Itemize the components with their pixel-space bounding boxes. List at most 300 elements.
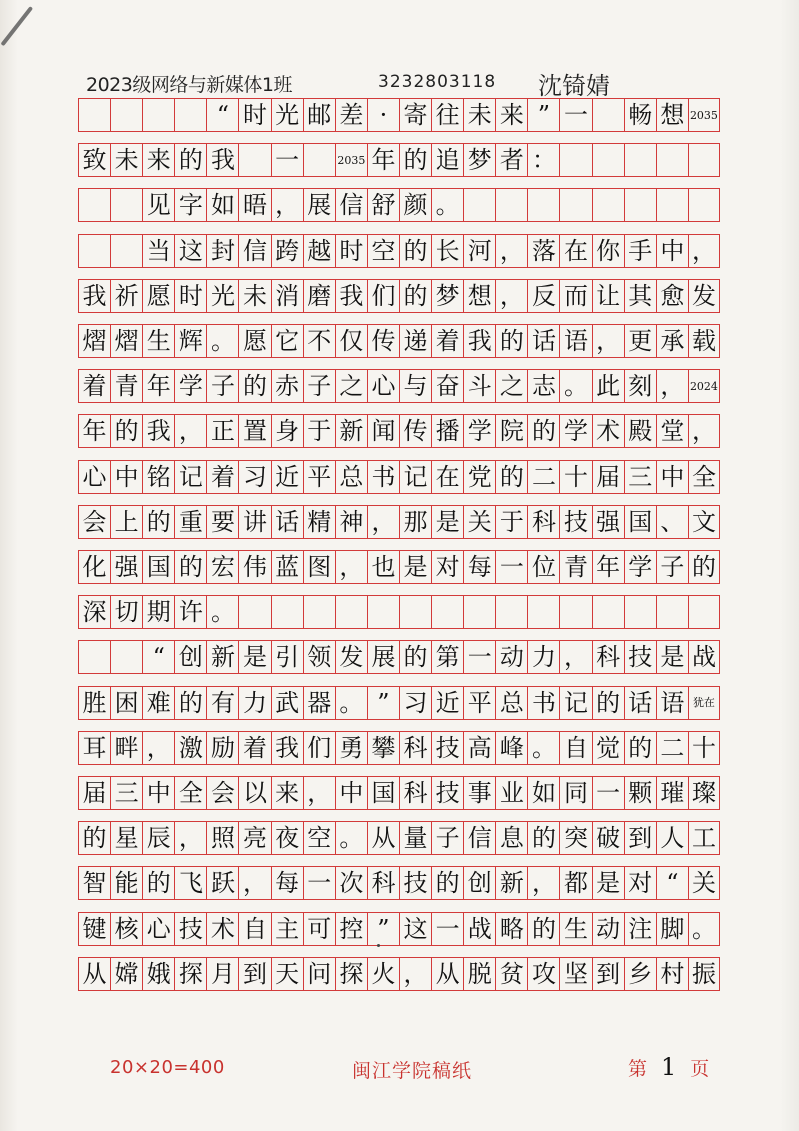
grid-cell: 上	[110, 506, 142, 538]
grid-cell: 是	[399, 551, 431, 583]
grid-cell: 国	[624, 506, 656, 538]
grid-cell: 二	[656, 732, 688, 764]
grid-cell: 峰	[495, 732, 527, 764]
grid-cell	[495, 189, 527, 221]
grid-cell: 动	[592, 913, 624, 945]
grid-cell: 承	[656, 325, 688, 357]
paper-name: 闽江学院稿纸	[352, 1060, 473, 1082]
grid-cell: 着	[78, 370, 110, 402]
grid-cell	[78, 189, 110, 221]
grid-cell: 的	[592, 687, 624, 719]
class-name: 2023级网络与新媒体1班	[86, 74, 292, 96]
grid-cell	[688, 144, 720, 176]
grid-cell: 探	[174, 958, 206, 990]
grid-cell: 从	[431, 958, 463, 990]
grid-cell: 铭	[142, 461, 174, 493]
grid-cell: 信	[335, 189, 367, 221]
grid-cell: 三	[624, 461, 656, 493]
grid-cell: 到	[592, 958, 624, 990]
grid-cell: 生	[142, 325, 174, 357]
grid-cell: 刻	[624, 370, 656, 402]
grid-row	[78, 234, 720, 268]
grid-cell: 学	[174, 370, 206, 402]
grid-cell: 畅	[624, 99, 656, 131]
grid-cell: 跨	[271, 235, 303, 267]
grid-cell: 二	[527, 461, 559, 493]
grid-cell: 星	[110, 822, 142, 854]
grid-cell: 信	[238, 235, 270, 267]
grid-cell: 业	[495, 777, 527, 809]
grid-cell: 化	[78, 551, 110, 583]
grid-cell: 者	[495, 144, 527, 176]
grid-cell: “	[206, 99, 238, 131]
grid-cell: 关	[688, 867, 720, 899]
grid-cell: 辰	[142, 822, 174, 854]
grid-cell: 中	[142, 777, 174, 809]
grid-row	[78, 686, 720, 720]
grid-cell: 新	[335, 415, 367, 447]
grid-cell: 从	[78, 958, 110, 990]
grid-cell: 语	[559, 325, 591, 357]
grid-cell: 的	[399, 144, 431, 176]
grid-cell: 这	[399, 913, 431, 945]
grid-cell: 每	[463, 551, 495, 583]
grid-cell	[463, 189, 495, 221]
grid-cell: 战	[463, 913, 495, 945]
grid-cell: 全	[174, 777, 206, 809]
grid-cell: 书	[367, 461, 399, 493]
grid-cell: 正	[206, 415, 238, 447]
grid-cell: 武	[271, 687, 303, 719]
grid-cell: 技	[431, 777, 463, 809]
grid-cell: 精	[303, 506, 335, 538]
grid-cell: ，	[174, 415, 206, 447]
grid-cell	[559, 189, 591, 221]
grid-cell: 以	[238, 777, 270, 809]
grid-cell: 也	[367, 551, 399, 583]
grid-cell	[527, 596, 559, 628]
grid-cell: 。	[559, 370, 591, 402]
grid-cell: 总	[495, 687, 527, 719]
grid-cell	[688, 596, 720, 628]
grid-cell: 。	[431, 189, 463, 221]
grid-cell: ，	[527, 867, 559, 899]
grid-cell: 播	[431, 415, 463, 447]
grid-cell: 辉	[174, 325, 206, 357]
grid-cell: 这	[174, 235, 206, 267]
grid-cell: 一	[592, 777, 624, 809]
grid-cell: 科	[527, 506, 559, 538]
grid-cell: 如	[527, 777, 559, 809]
grid-cell: 祈	[110, 280, 142, 312]
grid-cell: 习	[399, 687, 431, 719]
grid-cell: 畔	[110, 732, 142, 764]
grid-cell: 光	[206, 280, 238, 312]
grid-cell	[78, 641, 110, 673]
grid-cell: 奋	[431, 370, 463, 402]
grid-row	[78, 957, 720, 991]
grid-row	[78, 324, 720, 358]
grid-cell: 时	[174, 280, 206, 312]
grid-cell: 来	[271, 777, 303, 809]
grid-cell: 年	[592, 551, 624, 583]
grid-cell	[110, 235, 142, 267]
grid-cell: 的	[399, 641, 431, 673]
grid-cell: 近	[431, 687, 463, 719]
grid-cell: 的	[495, 461, 527, 493]
grid-cell: 语	[656, 687, 688, 719]
grid-cell: 探	[335, 958, 367, 990]
grid-cell: 的	[142, 506, 174, 538]
grid-cell	[110, 189, 142, 221]
grid-cell	[495, 596, 527, 628]
grid-cell: 位	[527, 551, 559, 583]
grid-cell: 年	[367, 144, 399, 176]
grid-cell: 赤	[271, 370, 303, 402]
grid-cell: 高	[463, 732, 495, 764]
grid-cell: 心	[142, 913, 174, 945]
grid-cell: 记	[399, 461, 431, 493]
grid-cell: 磨	[303, 280, 335, 312]
grid-cell: 传	[367, 325, 399, 357]
grid-cell	[238, 596, 270, 628]
grid-cell	[624, 144, 656, 176]
grid-cell: 着	[206, 461, 238, 493]
grid-cell: 引	[271, 641, 303, 673]
grid-cell: ·	[367, 99, 399, 131]
grid-cell: 。	[206, 596, 238, 628]
grid-cell: 信	[463, 822, 495, 854]
grid-cell: 未	[110, 144, 142, 176]
grid-cell: 自	[238, 913, 270, 945]
grid-cell: 是	[592, 867, 624, 899]
grid-cell: 的	[78, 822, 110, 854]
grid-cell: ，	[688, 415, 720, 447]
grid-cell: 攻	[527, 958, 559, 990]
grid-cell: 天	[271, 958, 303, 990]
grid-cell: 科	[367, 867, 399, 899]
grid-cell: 新	[495, 867, 527, 899]
grid-cell: 心	[78, 461, 110, 493]
grid-cell: 强	[592, 506, 624, 538]
grid-cell: ，	[238, 867, 270, 899]
grid-cell: 会	[78, 506, 110, 538]
grid-cell: 是	[656, 641, 688, 673]
grid-cell: 每	[271, 867, 303, 899]
grid-cell: 略	[495, 913, 527, 945]
grid-cell: 差	[335, 99, 367, 131]
grid-cell: 未	[238, 280, 270, 312]
grid-cell: 殿	[624, 415, 656, 447]
grid-cell: 智	[78, 867, 110, 899]
grid-cell: 想	[463, 280, 495, 312]
grid-cell: 年	[142, 370, 174, 402]
grid-cell: 如	[206, 189, 238, 221]
grid-row	[78, 866, 720, 900]
grid-cell: 党	[463, 461, 495, 493]
grid-cell: ：	[527, 144, 559, 176]
grid-cell: 科	[399, 777, 431, 809]
grid-row	[78, 460, 720, 494]
grid-cell: 空	[367, 235, 399, 267]
grid-cell: 破	[592, 822, 624, 854]
grid-count: 20×20=400	[110, 1057, 225, 1078]
grid-cell: 。	[688, 913, 720, 945]
grid-cell: 落	[527, 235, 559, 267]
grid-cell: 到	[624, 822, 656, 854]
grid-cell: 全	[688, 461, 720, 493]
grid-cell: 时	[238, 99, 270, 131]
grid-cell: 要	[206, 506, 238, 538]
grid-cell: 其	[624, 280, 656, 312]
grid-cell: 学	[624, 551, 656, 583]
grid-cell: ”	[367, 687, 399, 719]
grid-cell	[656, 189, 688, 221]
grid-cell: 脱	[463, 958, 495, 990]
grid-cell: 置	[238, 415, 270, 447]
grid-cell: 想	[656, 99, 688, 131]
grid-cell: 传	[399, 415, 431, 447]
grid-cell: 志	[527, 370, 559, 402]
grid-row	[78, 595, 720, 629]
grid-cell: 蓝	[271, 551, 303, 583]
grid-cell: ，	[592, 325, 624, 357]
grid-cell: 平	[303, 461, 335, 493]
grid-cell: ，	[688, 235, 720, 267]
grid-cell: 届	[592, 461, 624, 493]
grid-cell: 习	[238, 461, 270, 493]
grid-cell: 展	[303, 189, 335, 221]
grid-cell: 年	[78, 415, 110, 447]
grid-cell: 十	[559, 461, 591, 493]
grid-cell: 之	[335, 370, 367, 402]
grid-cell: 中	[335, 777, 367, 809]
grid-cell: 一	[271, 144, 303, 176]
grid-cell: 控	[335, 913, 367, 945]
grid-cell: 主	[271, 913, 303, 945]
grid-cell	[592, 596, 624, 628]
grid-cell: 长	[431, 235, 463, 267]
grid-cell: 领	[303, 641, 335, 673]
grid-row	[78, 550, 720, 584]
grid-cell: 于	[303, 415, 335, 447]
grid-cell: 深	[78, 596, 110, 628]
grid-cell: 图	[303, 551, 335, 583]
grid-cell: ，	[271, 189, 303, 221]
grid-cell: 力	[238, 687, 270, 719]
grid-row	[78, 912, 720, 946]
grid-cell	[592, 144, 624, 176]
grid-cell: 我	[335, 280, 367, 312]
grid-cell: 而	[559, 280, 591, 312]
grid-cell: 寄	[399, 99, 431, 131]
grid-row	[78, 776, 720, 810]
grid-cell: 来	[142, 144, 174, 176]
grid-cell: 照	[206, 822, 238, 854]
grid-cell: 的	[174, 144, 206, 176]
grid-cell	[399, 596, 431, 628]
grid-cell	[431, 596, 463, 628]
grid-cell: 注	[624, 913, 656, 945]
grid-cell: 学	[463, 415, 495, 447]
grid-cell: 的	[624, 732, 656, 764]
grid-cell: 犹在	[688, 687, 720, 719]
grid-cell: 一	[463, 641, 495, 673]
grid-cell: 器	[303, 687, 335, 719]
grid-cell: 愿	[238, 325, 270, 357]
grid-cell: 记	[559, 687, 591, 719]
grid-cell: 总	[335, 461, 367, 493]
grid-cell: 力	[527, 641, 559, 673]
grid-cell: 次	[335, 867, 367, 899]
grid-cell: 激	[174, 732, 206, 764]
grid-cell: 2024	[688, 370, 720, 402]
grid-cell: 十	[688, 732, 720, 764]
ink-dot	[377, 944, 380, 947]
grid-cell: 攀	[367, 732, 399, 764]
grid-cell: ，	[303, 777, 335, 809]
grid-cell: 有	[206, 687, 238, 719]
grid-cell: 的	[431, 867, 463, 899]
grid-cell: 闻	[367, 415, 399, 447]
grid-cell: 的	[527, 822, 559, 854]
grid-cell: 火	[367, 958, 399, 990]
grid-cell: 文	[688, 506, 720, 538]
grid-cell: 青	[110, 370, 142, 402]
grid-cell: 能	[110, 867, 142, 899]
grid-cell: 会	[206, 777, 238, 809]
grid-cell: 让	[592, 280, 624, 312]
grid-cell: 手	[624, 235, 656, 267]
grid-cell: 更	[624, 325, 656, 357]
grid-cell: 的	[174, 551, 206, 583]
grid-cell: 们	[303, 732, 335, 764]
grid-cell	[110, 641, 142, 673]
grid-cell: 仅	[335, 325, 367, 357]
grid-cell	[110, 99, 142, 131]
grid-cell: 愿	[142, 280, 174, 312]
grid-cell: 书	[527, 687, 559, 719]
grid-cell: 颜	[399, 189, 431, 221]
grid-cell: 重	[174, 506, 206, 538]
grid-cell: “	[142, 641, 174, 673]
grid-cell	[303, 596, 335, 628]
grid-cell: 键	[78, 913, 110, 945]
grid-cell: 科	[399, 732, 431, 764]
grid-cell: 时	[335, 235, 367, 267]
grid-cell: 勇	[335, 732, 367, 764]
grid-cell: 发	[688, 280, 720, 312]
grid-cell: ”	[527, 99, 559, 131]
grid-cell: 话	[271, 506, 303, 538]
grid-cell: 讲	[238, 506, 270, 538]
grid-cell: 2035	[688, 99, 720, 131]
grid-cell: 事	[463, 777, 495, 809]
grid-cell: 舒	[367, 189, 399, 221]
grid-cell: 切	[110, 596, 142, 628]
grid-cell: 的	[527, 913, 559, 945]
grid-cell: 青	[559, 551, 591, 583]
grid-cell: 一	[495, 551, 527, 583]
grid-cell: 难	[142, 687, 174, 719]
grid-cell: 熠	[78, 325, 110, 357]
grid-cell: 河	[463, 235, 495, 267]
grid-cell: 第	[431, 641, 463, 673]
grid-cell	[592, 189, 624, 221]
grid-cell: 你	[592, 235, 624, 267]
grid-cell: ”	[367, 913, 399, 945]
grid-cell: 技	[431, 732, 463, 764]
grid-cell: 2035	[335, 144, 367, 176]
grid-cell: 光	[271, 99, 303, 131]
grid-cell: 晤	[238, 189, 270, 221]
grid-cell: 院	[495, 415, 527, 447]
grid-cell: 反	[527, 280, 559, 312]
grid-cell: 术	[206, 913, 238, 945]
grid-cell: 村	[656, 958, 688, 990]
grid-cell: 核	[110, 913, 142, 945]
grid-cell: 的	[110, 415, 142, 447]
grid-cell: 着	[238, 732, 270, 764]
grid-cell: 都	[559, 867, 591, 899]
grid-cell: 突	[559, 822, 591, 854]
grid-cell: 在	[431, 461, 463, 493]
grid-cell	[624, 189, 656, 221]
grid-cell: 璨	[688, 777, 720, 809]
grid-cell: 的	[238, 370, 270, 402]
grid-cell: 息	[495, 822, 527, 854]
grid-cell: 我	[78, 280, 110, 312]
grid-cell: 贫	[495, 958, 527, 990]
grid-cell: 邮	[303, 99, 335, 131]
grid-cell: 动	[495, 641, 527, 673]
grid-cell: 人	[656, 822, 688, 854]
grid-cell: 到	[238, 958, 270, 990]
grid-cell: 堂	[656, 415, 688, 447]
grid-cell: 中	[656, 235, 688, 267]
grid-row	[78, 369, 720, 403]
grid-cell: ，	[495, 280, 527, 312]
grid-cell: 在	[559, 235, 591, 267]
grid-cell: 技	[174, 913, 206, 945]
grid-cell: 、	[656, 506, 688, 538]
grid-cell: 此	[592, 370, 624, 402]
grid-cell	[335, 596, 367, 628]
grid-cell: ，	[559, 641, 591, 673]
grid-cell: 话	[527, 325, 559, 357]
grid-cell: 一	[303, 867, 335, 899]
grid-cell: 字	[174, 189, 206, 221]
grid-cell: 往	[431, 99, 463, 131]
grid-cell: 一	[431, 913, 463, 945]
grid-cell	[656, 596, 688, 628]
grid-cell: ，	[495, 235, 527, 267]
grid-cell: 自	[559, 732, 591, 764]
grid-cell	[238, 144, 270, 176]
grid-cell: 越	[303, 235, 335, 267]
grid-cell: 技	[624, 641, 656, 673]
grid-row	[78, 640, 720, 674]
grid-cell: 我	[463, 325, 495, 357]
grid-cell	[463, 596, 495, 628]
grid-cell	[174, 99, 206, 131]
grid-cell: 身	[271, 415, 303, 447]
grid-cell	[656, 144, 688, 176]
grid-cell: 神	[335, 506, 367, 538]
grid-cell: 中	[656, 461, 688, 493]
grid-cell: 术	[592, 415, 624, 447]
grid-cell: 飞	[174, 867, 206, 899]
